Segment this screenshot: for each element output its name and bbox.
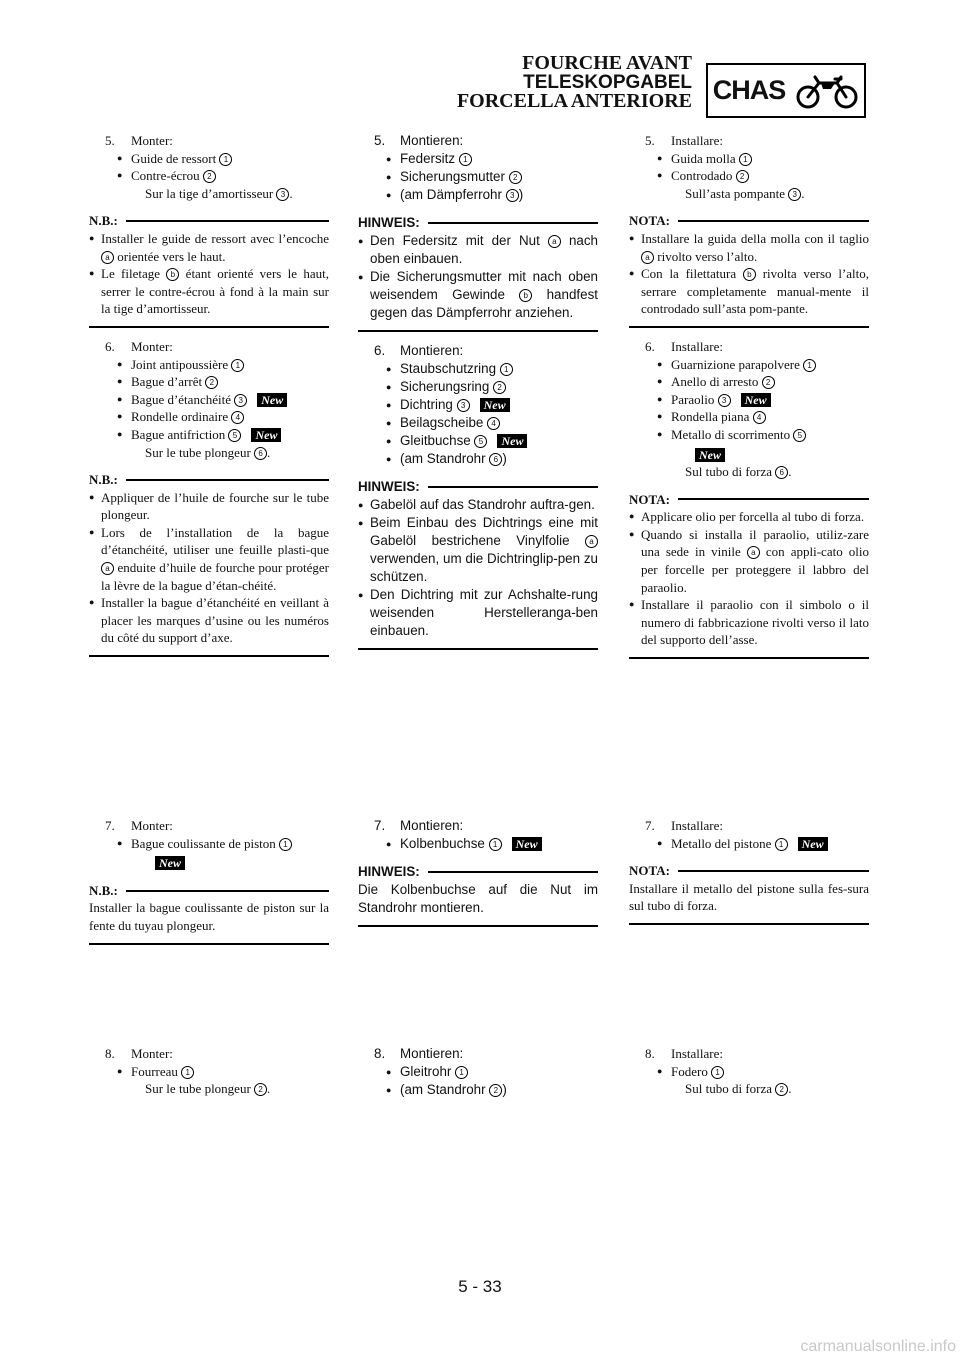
note-bullet: ● Installare la guida della molla con il taglio a rivolto verso l’alto. — [629, 230, 869, 265]
list-sub: ● (am Dämpferrohr 3 ) — [358, 186, 598, 204]
note-bullet: ● Appliquer de l’huile de fourche sur le tube plongeur. — [89, 489, 329, 524]
list-item: ● Staubschutzring 1 — [358, 360, 598, 378]
list-item: ● Gleitrohr 1 — [358, 1063, 598, 1081]
new-badge: New — [512, 837, 542, 851]
note-bullet: ● Con la filettatura b rivolta verso l’alto, serrare completamente manual-mente il controdado sull’asta pom-pante. — [629, 265, 869, 318]
list-item: ● Guarnizione parapolvere 1 — [629, 356, 869, 374]
title-it: FORCELLA ANTERIORE — [456, 90, 692, 112]
divider — [629, 657, 869, 659]
list-sub: ● (am Standrohr 6 ) — [358, 450, 598, 468]
step-7-title: 7. Monter: — [105, 818, 173, 833]
list-item: ● Contre-écrou 2 — [89, 167, 329, 185]
step-6-title: 6. Installare: — [645, 338, 723, 354]
note-heading: N.B.: — [89, 212, 329, 230]
new-badge: New — [155, 856, 185, 870]
note-bullet: ● Applicare olio per forcella al tubo di forza. — [629, 508, 869, 526]
step-5-title: 5. Montieren: — [374, 133, 464, 148]
note-heading: HINWEIS: — [358, 863, 598, 881]
note-bullet: ● Den Dichtring mit zur Achshalte-rung weisenden Herstelleranga-ben einbauen. — [358, 586, 598, 640]
step-5-title: 5. Installare: — [645, 133, 723, 148]
title-fr: FOURCHE AVANT — [522, 52, 692, 74]
list-sub: Sul tubo di forza 2 . — [685, 1081, 792, 1097]
note-text: Die Kolbenbuchse auf die Nut im Standrohr montieren. — [358, 882, 598, 915]
list-item: ● Joint antipoussière 1 — [89, 356, 329, 374]
list-item: ● Controdado 2 — [629, 167, 869, 185]
list-item: ● Bague d’étanchéité 3 New — [89, 391, 329, 409]
divider — [358, 330, 598, 332]
new-badge: New — [741, 393, 771, 407]
list-item: ● Bague coulissante de piston 1 — [89, 835, 329, 853]
list-sub: Sull’asta pompante 3 . — [685, 185, 805, 201]
section-badge — [706, 63, 866, 118]
step-8-title: 8. Monter: — [105, 1046, 173, 1061]
list-sub — [89, 854, 329, 872]
note-heading: HINWEIS: — [358, 214, 598, 232]
list-sub: Sur le tube plongeur 2 . — [145, 1081, 271, 1097]
note-heading: N.B.: — [89, 882, 329, 900]
list-item: ● Dichtring 3 New — [358, 396, 598, 414]
note-heading: HINWEIS: — [358, 478, 598, 496]
step-7-title: 7. Installare: — [645, 818, 723, 833]
section-label: CHAS — [712, 75, 786, 105]
note-bullet: ● Gabelöl auf das Standrohr auftra-gen. — [358, 496, 598, 514]
watermark: carmanualsonline.info — [800, 1338, 956, 1355]
note-heading: NOTA: — [629, 491, 869, 509]
note-heading: N.B.: — [89, 471, 329, 489]
list-item: ● Paraolio 3 New — [629, 391, 869, 409]
note-heading: NOTA: — [629, 862, 869, 880]
note-bullet: ● Lors de l’installation de la bague d’étanchéité, utiliser une feuille plasti-que a enduite d’huile de fourche pour protéger la lèvre de la bague d’étan-chéité. — [89, 524, 329, 594]
step-7-title: 7. Montieren: — [374, 818, 464, 833]
list-item: ● Bague d’arrêt 2 — [89, 373, 329, 391]
new-badge: New — [497, 434, 527, 448]
list-item: ● Anello di arresto 2 — [629, 373, 869, 391]
list-item: ● Guida molla 1 — [629, 150, 869, 168]
note-bullet: ● Die Sicherungsmutter mit nach oben weisendem Gewinde b handfest gegen das Dämpferrohr anziehen. — [358, 268, 598, 322]
list-sub: Sul tubo di forza 6 . — [685, 464, 792, 480]
note-heading: NOTA: — [629, 212, 869, 230]
divider — [358, 648, 598, 650]
step-8-title: 8. Montieren: — [374, 1046, 464, 1061]
note-bullet: ● Quando si installa il paraolio, utiliz-zare una sede in vinile a con appli-cato olio per forcelle per proteggere il labbro del paraolio. — [629, 526, 869, 596]
section-titles — [457, 54, 692, 111]
list-item: ● Metallo di scorrimento 5 — [629, 426, 869, 444]
step-6-title: 6. Montieren: — [374, 343, 464, 358]
list-item: ● Rondelle ordinaire 4 — [89, 408, 329, 426]
list-item: ● Fodero 1 — [629, 1063, 869, 1081]
list-item: ● Sicherungsring 2 — [358, 378, 598, 396]
list-sub: Sur le tube plongeur 6 . — [145, 444, 271, 460]
note-text: Installer la bague coulissante de piston sur la fente du tuyau plongeur. — [89, 900, 329, 933]
step-6-title: 6. Monter: — [105, 338, 173, 354]
divider — [629, 326, 869, 328]
note-bullet: ● Den Federsitz mit der Nut a nach oben einbauen. — [358, 232, 598, 268]
step-5-title: 5. Monter: — [105, 133, 173, 148]
list-item: ● Guide de ressort 1 — [89, 150, 329, 168]
list-item: ● Rondella piana 4 — [629, 408, 869, 426]
list-item: ● Federsitz 1 — [358, 150, 598, 168]
list-item: ● Kolbenbuchse 1 New — [358, 835, 598, 853]
note-bullet: ● Installer la bague d’étanchéité en veillant à placer les marques d’usine ou les numéros du côté du support d’axe. — [89, 594, 329, 647]
list-item: ● Metallo del pistone 1 New — [629, 835, 869, 853]
page-number: 5 - 33 — [458, 1277, 502, 1296]
divider — [358, 925, 598, 927]
new-badge: New — [257, 393, 287, 407]
note-bullet: ● Beim Einbau des Dichtrings eine mit Gabelöl bestrichene Vinylfolie a verwenden, um die Dichtringlip-pen zu schützen. — [358, 514, 598, 586]
divider — [629, 923, 869, 925]
list-item: ● Gleitbuchse 5 New — [358, 432, 598, 450]
new-badge: New — [480, 398, 510, 412]
list-item: ● Bague antifriction 5 New — [89, 426, 329, 444]
list-sub — [629, 446, 869, 464]
divider — [89, 655, 329, 657]
list-item: ● Beilagscheibe 4 — [358, 414, 598, 432]
note-bullet: ● Installer le guide de ressort avec l’encoche a orientée vers le haut. — [89, 230, 329, 265]
new-badge: New — [798, 837, 828, 851]
note-text: Installare il metallo del pistone sulla fes-sura sul tubo di forza. — [629, 880, 869, 914]
list-sub: ● (am Standrohr 2 ) — [358, 1081, 598, 1099]
divider — [89, 943, 329, 945]
title-de: TELESKOPGABEL — [523, 72, 692, 93]
step-8-title: 8. Installare: — [645, 1046, 723, 1061]
note-bullet: ● Le filetage b étant orienté vers le haut, serrer le contre-écrou à fond à la main sur la tige d’amortisseur. — [89, 265, 329, 318]
list-sub: Sur la tige d’amortisseur 3 . — [145, 185, 293, 201]
list-item: ● Fourreau 1 — [89, 1063, 329, 1081]
note-bullet: ● Installare il paraolio con il simbolo o il numero di fabbricazione rivolti verso il lato del supporto dell’asse. — [629, 596, 869, 649]
motorcycle-icon — [790, 65, 864, 116]
new-badge: New — [251, 428, 281, 442]
new-badge: New — [695, 448, 725, 462]
divider — [89, 326, 329, 328]
list-item: ● Sicherungsmutter 2 — [358, 168, 598, 186]
